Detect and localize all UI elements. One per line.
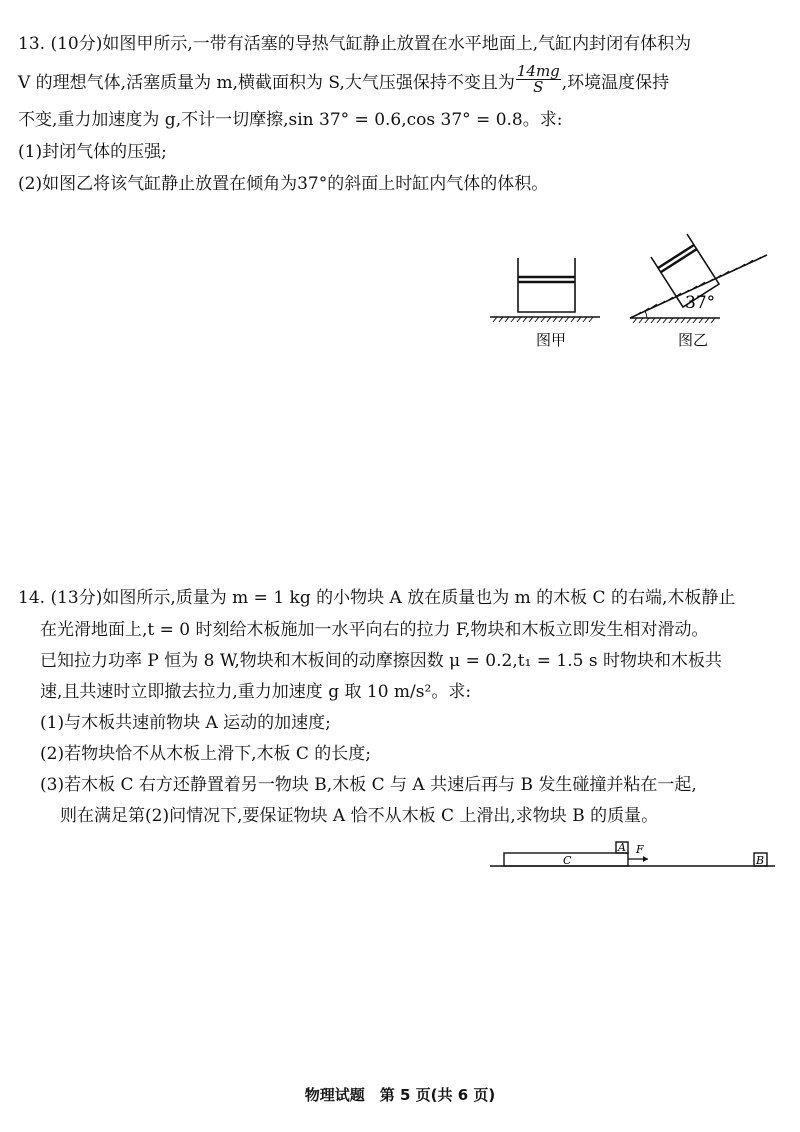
force-arrowhead	[643, 856, 648, 862]
q14-sub1: (1)与木板共速前物块 A 运动的加速度;	[40, 713, 331, 733]
q13-line2-b: ,环境温度保持	[561, 73, 670, 93]
q14-sub3-b: 则在满足第(2)问情况下,要保证物块 A 恰不从木板 C 上滑出,求物块 B 的质量。	[60, 806, 659, 826]
page-footer: 物理试题 第 5 页(共 6 页)	[304, 1086, 496, 1104]
board-c-label: C	[563, 854, 572, 867]
angle-label: 37°	[685, 293, 716, 313]
q13-line2-a: V 的理想气体,活塞质量为 m,横截面积为 S,大气压强保持不变且为	[18, 73, 515, 93]
frac-denominator: S	[533, 78, 544, 96]
q14-line2: 在光滑地面上,t = 0 时刻给木板施加一水平向右的拉力 F,物块和木板立即发生相对滑动。	[40, 620, 709, 640]
q13-line3: 不变,重力加速度为 g,不计一切摩擦,sin 37° = 0.6,cos 37° = 0.8。求:	[18, 110, 563, 130]
figure-yi-label: 图乙	[678, 331, 709, 349]
figure-jia-label: 图甲	[536, 331, 567, 349]
block-b-label: B	[756, 854, 765, 867]
q14-sub3-a: (3)若木板 C 右方还静置着另一物块 B,木板 C 与 A 共速后再与 B 发生碰撞并粘在一起,	[40, 775, 697, 795]
q14-sub2: (2)若物块恰不从木板上滑下,木板 C 的长度;	[40, 744, 372, 764]
block-a-label: A	[618, 841, 626, 854]
q13-pressure-fraction	[516, 64, 561, 95]
force-label: F	[636, 843, 644, 856]
q14-line3: 已知拉力功率 P 恒为 8 W,物块和木板间的动摩擦因数 μ = 0.2,t₁ = 1.5 s 时物块和木板共	[40, 651, 722, 671]
frac-numerator: 14mg	[516, 62, 560, 80]
q14-line1: 14. (13分)如图所示,质量为 m = 1 kg 的小物块 A 放在质量也为 m 的木板 C 的右端,木板静止	[18, 588, 736, 608]
q14-line4: 速,且共速时立即撤去拉力,重力加速度 g 取 10 m/s²。求:	[40, 682, 472, 702]
q13-sub1: (1)封闭气体的压强;	[18, 142, 167, 162]
q13-line2	[18, 62, 670, 99]
q13-line1: 13. (10分)如图甲所示,一带有活塞的导热气缸静止放置在水平地面上,气缸内封闭有体积为	[18, 34, 692, 54]
q13-figures	[485, 220, 780, 360]
q14-figure	[490, 838, 780, 878]
q13-sub2: (2)如图乙将该气缸静止放置在倾角为37°的斜面上时缸内气体的体积。	[18, 174, 549, 194]
figure-jia-cylinder	[490, 258, 600, 322]
